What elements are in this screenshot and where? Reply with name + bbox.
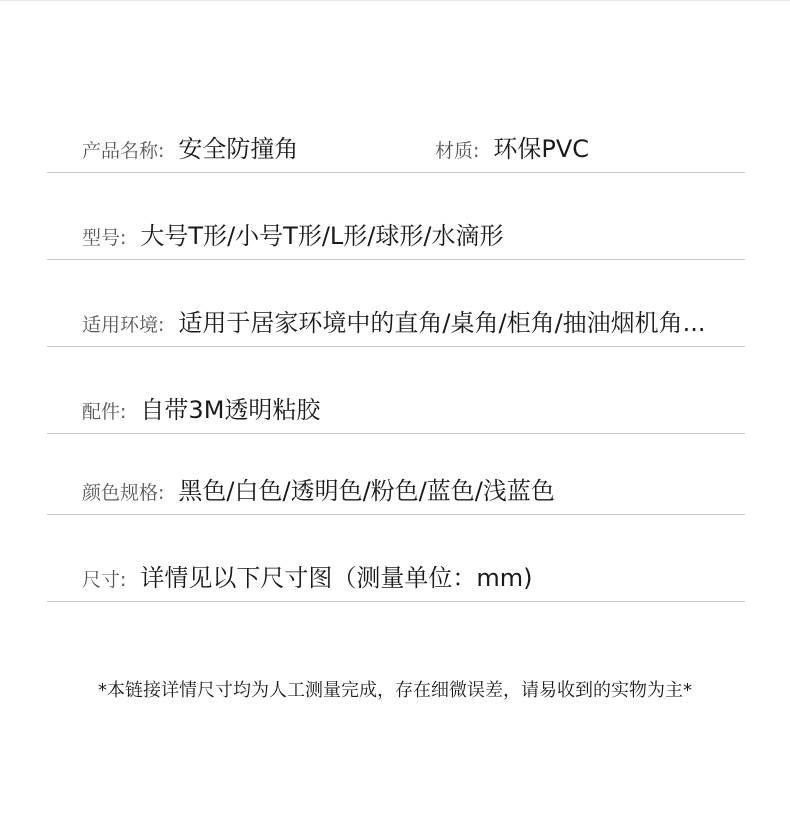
measurement-disclaimer: *本链接详情尺寸均为人工测量完成，存在细微误差，请易收到的实物为主* <box>98 680 692 701</box>
model-colon: : <box>120 227 127 249</box>
product-name-field <box>82 129 298 164</box>
environment-label: 适用环境 <box>82 314 159 336</box>
model-label: 型号 <box>82 227 121 249</box>
spec-row-color <box>47 461 745 515</box>
product-name-colon: : <box>158 140 165 162</box>
environment-value: 适用于居家环境中的直角/桌角/柜角/抽油烟机角... <box>178 309 706 337</box>
product-name-value: 安全防撞角 <box>178 135 299 163</box>
environment-colon: : <box>158 314 165 336</box>
material-value: 环保PVC <box>493 135 590 163</box>
size-label: 尺寸 <box>82 569 121 591</box>
size-field <box>82 558 533 593</box>
material-field <box>435 129 589 164</box>
spec-row-size <box>47 545 745 602</box>
color-colon: : <box>158 482 165 504</box>
spec-row-model <box>47 205 745 260</box>
spec-row-product-name <box>47 120 745 173</box>
accessory-field <box>82 390 320 425</box>
spec-row-accessory <box>47 379 745 434</box>
product-name-label: 产品名称 <box>82 140 159 162</box>
spec-row-environment <box>47 292 745 347</box>
accessory-label: 配件 <box>82 401 121 423</box>
color-label: 颜色规格 <box>82 482 159 504</box>
environment-field <box>82 303 706 338</box>
material-colon: : <box>473 140 480 162</box>
accessory-colon: : <box>120 401 127 423</box>
accessory-value: 自带3M透明粘胶 <box>140 396 321 424</box>
size-colon: : <box>120 569 127 591</box>
color-value: 黑色/白色/透明色/粉色/蓝色/浅蓝色 <box>178 477 555 505</box>
top-divider <box>0 0 790 1</box>
color-field <box>82 471 555 506</box>
size-value: 详情见以下尺寸图（测量单位：mm) <box>140 564 533 592</box>
model-field <box>82 216 503 251</box>
material-label: 材质 <box>435 140 474 162</box>
model-value: 大号T形/小号T形/L形/球形/水滴形 <box>140 222 504 250</box>
